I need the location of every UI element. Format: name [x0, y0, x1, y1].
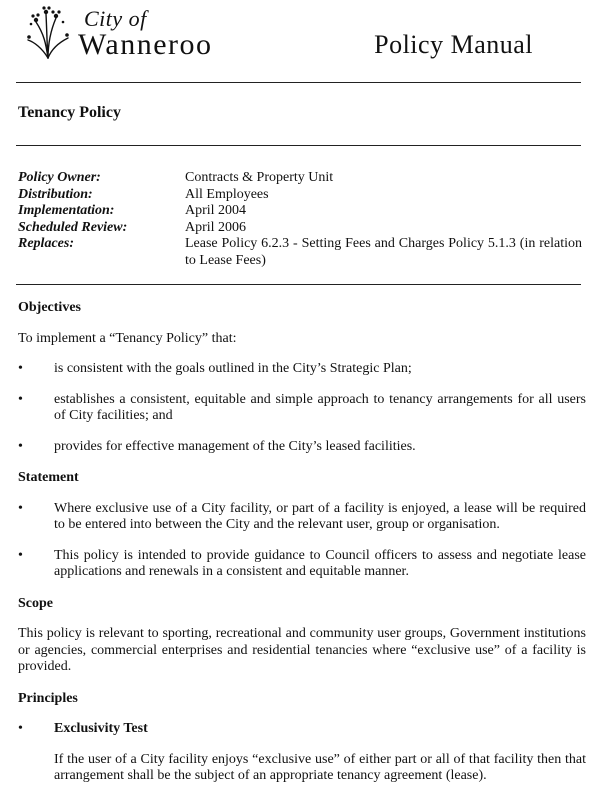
- meta-value: April 2006: [185, 219, 247, 235]
- meta-row-distribution: [18, 187, 588, 204]
- policy-metadata: [18, 170, 588, 269]
- bullet-icon: •: [18, 721, 23, 736]
- statement-text: This policy is intended to provide guidance to Council officers to assess and negotiate lease applications and renewals in a consistent and equitable manner.: [54, 547, 586, 579]
- list-item: [18, 361, 586, 378]
- list-item: [18, 548, 586, 581]
- meta-value: April 2004: [185, 203, 247, 218]
- meta-value: Contracts & Property Unit: [185, 170, 334, 185]
- policy-body: [18, 300, 586, 785]
- scope-heading: Scope: [18, 595, 53, 611]
- bullet-icon: •: [18, 438, 23, 454]
- meta-label: Distribution:: [18, 186, 93, 202]
- manual-title: Policy Manual: [374, 30, 533, 59]
- objective-text: provides for effective management of the City’s leased facilities.: [54, 438, 416, 454]
- meta-rule: [16, 284, 581, 285]
- meta-label: Implementation:: [18, 203, 115, 218]
- list-item: [18, 721, 586, 738]
- bullet-icon: •: [18, 391, 23, 407]
- principle-heading: Exclusivity Test: [54, 721, 148, 736]
- principles-heading: Principles: [18, 690, 78, 706]
- meta-row-implementation: [18, 203, 588, 220]
- meta-label: Scheduled Review:: [18, 219, 128, 235]
- logo-city-of: City of: [84, 6, 147, 31]
- objective-text: establishes a consistent, equitable and simple approach to tenancy arrangements for all users of City facilities; and: [54, 391, 586, 423]
- meta-row-owner: [18, 170, 588, 187]
- principle-text: If the user of a City facility enjoys “exclusive use” of either part or all of that facility then that arrangement shall be the subject of an appropriate tenancy agreement (lease).: [54, 751, 586, 783]
- list-item: [18, 439, 586, 456]
- statement-heading: Statement: [18, 470, 79, 485]
- objective-text: is consistent with the goals outlined in the City’s Strategic Plan;: [54, 361, 412, 376]
- wanneroo-flower-logo-icon: [26, 4, 70, 60]
- bullet-icon: •: [18, 500, 23, 516]
- meta-label: Replaces:: [18, 236, 74, 251]
- bullet-icon: •: [18, 547, 23, 563]
- city-logo: [26, 4, 246, 64]
- list-item: [18, 392, 586, 425]
- list-item: [18, 501, 586, 534]
- title-rule: [16, 145, 581, 146]
- statement-text: Where exclusive use of a City facility, or part of a facility is enjoyed, a lease will be required to be entered into between the City and the relevant user, group or organisation.: [54, 500, 586, 532]
- meta-value: Lease Policy 6.2.3 - Setting Fees and Charges Policy 5.1.3 (in relation to Lease Fees): [185, 236, 582, 268]
- meta-row-replaces: [18, 236, 588, 269]
- policy-title: Tenancy Policy: [18, 104, 121, 121]
- meta-value: All Employees: [185, 186, 269, 202]
- meta-label: Policy Owner:: [18, 170, 101, 185]
- logo-wanneroo: Wanneroo: [78, 28, 213, 61]
- objectives-heading: Objectives: [18, 300, 81, 315]
- scope-text: This policy is relevant to sporting, recreational and community user groups, Government institutions or agencies, commercial enterprises and residential tenancies where “exclusive use” of a facility is provided.: [18, 626, 586, 674]
- objectives-intro: To implement a “Tenancy Policy” that:: [18, 330, 237, 346]
- header-rule: [16, 82, 581, 83]
- bullet-icon: •: [18, 361, 23, 376]
- meta-row-review: [18, 220, 588, 237]
